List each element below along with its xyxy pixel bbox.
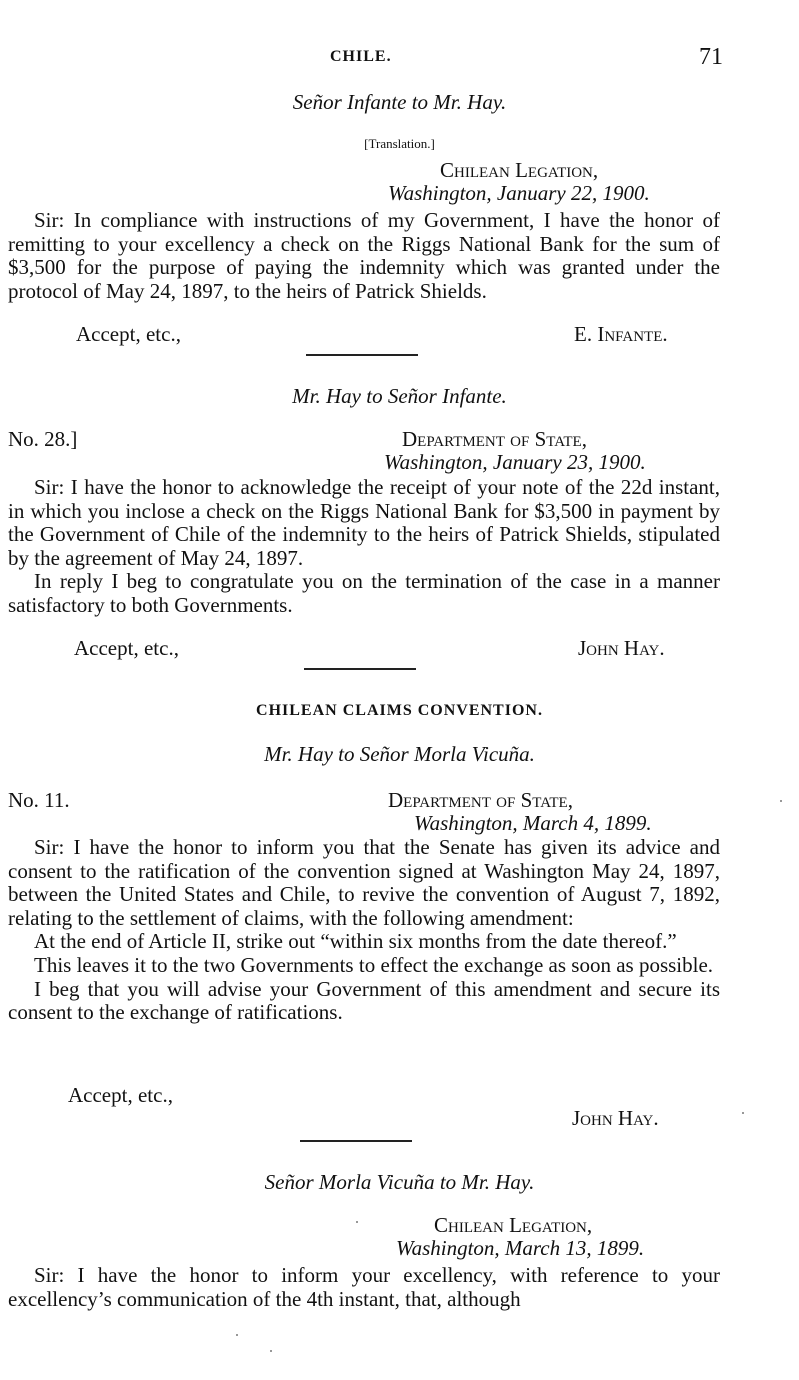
section-heading: CHILEAN CLAIMS CONVENTION. bbox=[256, 702, 543, 719]
scan-speck bbox=[270, 1350, 272, 1352]
scan-speck bbox=[780, 800, 782, 802]
running-title: CHILE. bbox=[330, 48, 392, 65]
section-divider bbox=[300, 1140, 412, 1142]
letter-from: Chilean Legation, bbox=[440, 158, 599, 182]
page-header bbox=[0, 44, 799, 74]
letter-title: Señor Morla Vicuña to Mr. Hay. bbox=[264, 1170, 535, 1194]
section-divider bbox=[304, 668, 416, 670]
section-divider bbox=[306, 354, 418, 356]
letter-paragraph: Sir: I have the honor to inform your excellency, with reference to your excellency’s communication of the 4th instant, that, although bbox=[8, 1263, 720, 1311]
scan-speck bbox=[356, 1221, 358, 1223]
translation-note: [Translation.] bbox=[364, 136, 435, 151]
letter-date: Washington, March 13, 1899. bbox=[396, 1236, 645, 1260]
letter-paragraph: Sir: I have the honor to inform you that the Senate has given its advice and consent to the ratification of the convention signed at Washington May 24, 1897, between the United States and Chile, to revive the convention of August 7, 1892, relating to the settlement of claims, with the following amendment: bbox=[8, 835, 720, 930]
letter-closing: Accept, etc., bbox=[74, 636, 179, 660]
letter-from: Department of State, bbox=[402, 427, 587, 451]
letter-date: Washington, March 4, 1899. bbox=[414, 811, 652, 835]
letter-number: No. 11. bbox=[8, 788, 70, 812]
scan-speck bbox=[742, 1112, 744, 1114]
letter-closing: Accept, etc., bbox=[76, 322, 181, 346]
letter-from: Department of State, bbox=[388, 788, 573, 812]
letter-paragraph: I beg that you will advise your Government of this amendment and secure its consent to the exchange of ratifications. bbox=[8, 976, 720, 1025]
letter-title: Mr. Hay to Señor Infante. bbox=[292, 384, 507, 408]
letter-number: No. 28.] bbox=[8, 427, 78, 451]
letter-date: Washington, January 22, 1900. bbox=[388, 181, 650, 205]
letter-signature: John Hay. bbox=[572, 1106, 659, 1130]
letter-paragraph: At the end of Article II, strike out “within six months from the date thereof.” bbox=[34, 929, 677, 954]
letter-closing: Accept, etc., bbox=[68, 1083, 173, 1107]
letter-body bbox=[8, 1264, 720, 1311]
letter-from: Chilean Legation, bbox=[434, 1213, 593, 1237]
letter-signature: John Hay. bbox=[578, 636, 665, 660]
letter-body bbox=[8, 836, 720, 1025]
letter-paragraph: This leaves it to the two Governments to effect the exchange as soon as possible. bbox=[34, 952, 714, 977]
letter-date: Washington, January 23, 1900. bbox=[384, 450, 646, 474]
page-number: 71 bbox=[699, 44, 723, 70]
letter-body bbox=[8, 476, 720, 618]
letter-title: Mr. Hay to Señor Morla Vicuña. bbox=[264, 742, 535, 766]
letter-paragraph: In reply I beg to congratulate you on the termination of the case in a manner satisfactory to both Governments. bbox=[8, 569, 720, 617]
letter-title: Señor Infante to Mr. Hay. bbox=[292, 90, 507, 114]
letter-signature: E. Infante. bbox=[574, 322, 668, 346]
scan-speck bbox=[236, 1334, 238, 1336]
letter-paragraph: Sir: In compliance with instructions of my Government, I have the honor of remitting to your excellency a check on the Riggs National Bank for the sum of $3,500 for the purpose of paying the indemnity which was granted under the protocol of May 24, 1897, to the heirs of Patrick Shields. bbox=[8, 208, 720, 303]
letter-body bbox=[8, 209, 720, 303]
letter-paragraph: Sir: I have the honor to acknowledge the receipt of your note of the 22d instant, in which you inclose a check on the Riggs National Bank for $3,500 in payment by the Government of Chile of the indemnity to the heirs of Patrick Shields, stipulated by the agreement of May 24, 1897. bbox=[8, 475, 720, 570]
